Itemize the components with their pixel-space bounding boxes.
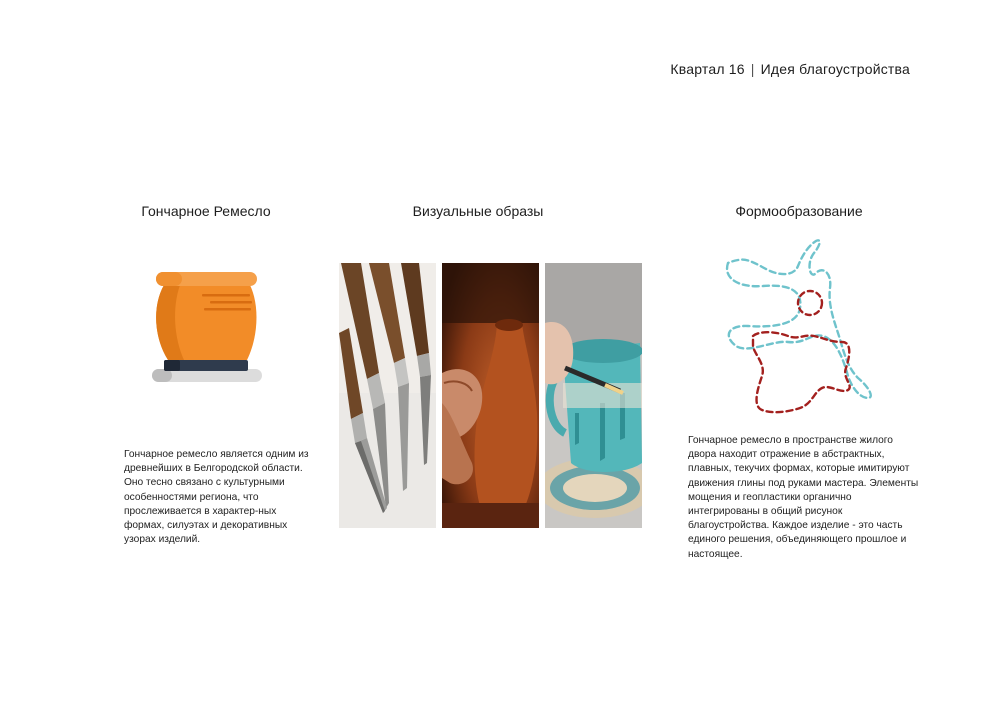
- header-subtitle: Идея благоустройства: [760, 61, 910, 77]
- column-title-visual: Визуальные образы: [412, 203, 544, 219]
- header-separator: |: [750, 61, 755, 77]
- clay-pot-icon: [150, 268, 265, 386]
- column-title-shaping: Формообразование: [735, 203, 863, 219]
- glaze-painting-photo: [545, 263, 642, 528]
- pottery-description: Гончарное ремесло является одним из древнейших в Белгородской области. Оно тесно связано с культурными особенностями региона, что прослеживается в характер-ных формах, силуэтах и декоративных узорах изделий.: [124, 449, 309, 546]
- abstract-dashed-forms: [718, 238, 876, 418]
- page-header: [670, 61, 910, 77]
- clay-shaping-photo: [442, 263, 539, 528]
- column-title-pottery: Гончарное Ремесло: [141, 203, 271, 219]
- header-project: Квартал 16: [670, 61, 745, 77]
- shaping-description: Гончарное ремесло в пространстве жилого двора находит отражение в абстрактных, плавных, текучих формах, которые имитируют движения глины под руками мастера. Элементы мощения и геопластики органично интегрированы в общий рисунок благоустройства. Каждое изделие - это часть единого решения, объединяющего прошлое и настоящее.: [688, 435, 919, 560]
- pottery-tools-photo: [339, 263, 436, 528]
